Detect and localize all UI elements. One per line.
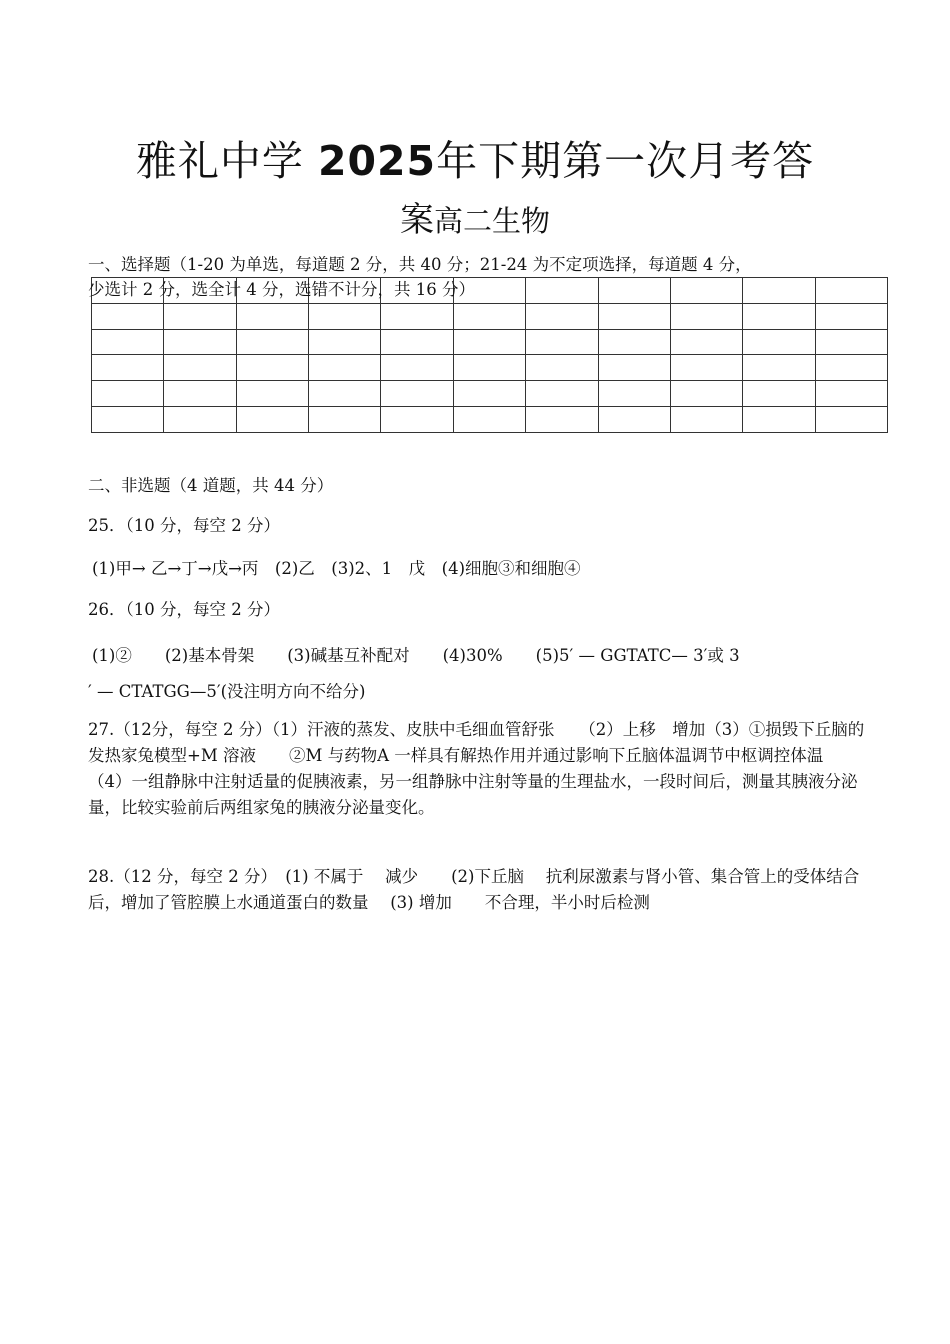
page-subtitle	[0, 192, 950, 241]
section1-heading-cont: 少选计 2 分，选全计 4 分，选错不计分，共 16 分）	[88, 280, 475, 299]
q26-answer-line1: (1)② (2)基本骨架 (3)碱基互补配对 (4)30% (5)5′ — GGTATC— 3′或 3	[92, 646, 740, 665]
title-school: 雅礼中学	[135, 137, 304, 185]
q28-answer: 28.（12 分，每空 2 分） (1) 不属于 减少 (2)下丘脑 抗利尿激素与肾小管、集合管上的受体结合后，增加了管腔膜上水通道蛋白的数量 (3) 增加 不合理，半小时后检测	[88, 867, 860, 912]
answer-grid	[91, 277, 888, 433]
section1-heading: 一、选择题（1-20 为单选，每道题 2 分，共 40 分；21-24 为不定项选择，每道题 4 分，	[88, 255, 752, 274]
section2-heading: 二、非选题（4 道题，共 44 分）	[88, 476, 334, 495]
title-exam: 年下期第一次月考答	[436, 137, 815, 185]
q26-header: 26．（10 分，每空 2 分）	[88, 600, 280, 619]
title-continuation: 案	[399, 200, 434, 240]
q25-answer: (1)甲→ 乙→丁→戊→丙 (2)乙 (3)2、1 戊 (4)细胞③和细胞④	[92, 559, 581, 578]
page-title	[0, 128, 950, 187]
q25-header: 25．（10 分，每空 2 分）	[88, 516, 280, 535]
subject-title: 高二生物	[433, 204, 550, 238]
q27-answer: 27.（12分，每空 2 分）（1）汗液的蒸发、皮肤中毛细血管舒张 （2）上移 增加（3）①损毁下丘脑的发热家兔模型+M 溶液 ②M 与药物A 一样具有解热作用并通过影响下丘脑体温调节中枢调控体温 （4）一组静脉中注射适量的促胰液素，另一组静脉中注射等量的生理盐水，一段时间后，测量其胰液分泌量，比较实验前后两组家兔的胰液分泌量变化。	[88, 720, 865, 817]
q26-answer-line2: ′ — CTATGG—5′(没注明方向不给分)	[88, 682, 366, 701]
title-year: 2025	[317, 137, 437, 185]
